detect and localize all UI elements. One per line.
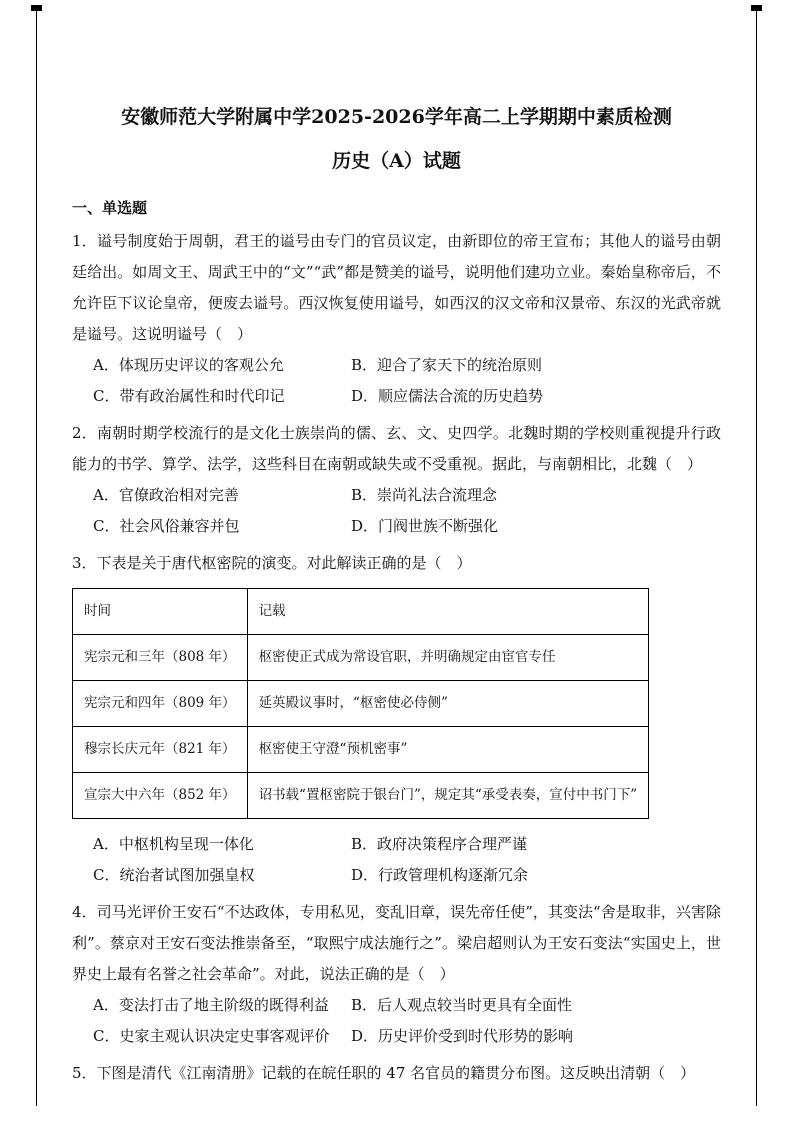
exam-title: 安徽师范大学附属中学2025-2026学年高二上学期期中素质检测 xyxy=(121,106,672,128)
option: B．迎合了家天下的统治原则 xyxy=(351,356,543,374)
option: B．后人观点较当时更具有全面性 xyxy=(351,996,573,1014)
option: A．中枢机构呈现一体化 xyxy=(93,835,254,853)
option: D．门阀世族不断强化 xyxy=(351,517,499,535)
option: C．统治者试图加强皇权 xyxy=(93,866,255,884)
option: D．历史评价受到时代形势的影响 xyxy=(351,1027,574,1045)
table-row xyxy=(73,773,649,819)
question-table xyxy=(72,588,649,819)
question-4 xyxy=(72,897,721,1052)
question-3 xyxy=(72,548,721,891)
question-5 xyxy=(72,1058,721,1089)
table-row xyxy=(73,681,649,727)
question-stem: 3．下表是关于唐代枢密院的演变。对此解读正确的是（ ） xyxy=(72,554,472,572)
exam-subtitle: 历史（A）试题 xyxy=(332,150,461,172)
option: D．顺应儒法合流的历史趋势 xyxy=(351,387,544,405)
top-left-mark xyxy=(31,5,42,11)
question-2 xyxy=(72,418,721,542)
options-grid xyxy=(72,990,721,1052)
table-cell: 枢密使王守澄“预机密事” xyxy=(247,727,649,773)
options-grid xyxy=(72,829,721,891)
table-row xyxy=(73,727,649,773)
option: A．官僚政治相对完善 xyxy=(93,486,239,504)
questions xyxy=(72,226,721,1089)
table-cell: 宪宗元和三年（808 年） xyxy=(73,635,248,681)
question-stem: 2．南朝时期学校流行的是文化士族崇尚的儒、玄、文、史四学。北魏时期的学校则重视提升行政能力的书学、算学、法学，这些科目在南朝或缺失或不受重视。据此，与南朝相比，北魏（ ） xyxy=(72,424,721,473)
options-grid xyxy=(72,480,721,542)
top-right-mark xyxy=(751,5,762,11)
table-cell: 穆宗长庆元年（821 年） xyxy=(73,727,248,773)
table-row xyxy=(73,635,649,681)
table-cell: 宣宗大中六年（852 年） xyxy=(73,773,248,819)
page-content xyxy=(72,104,721,1089)
option: B．政府决策程序合理严谨 xyxy=(351,835,528,853)
right-margin-line xyxy=(756,5,757,1106)
question-stem: 5．下图是清代《江南清册》记载的在皖任职的 47 名官员的籍贯分布图。这反映出清朝（ ） xyxy=(72,1064,696,1082)
section-heading: 一、单选题 xyxy=(72,199,148,217)
table-header-cell: 时间 xyxy=(73,589,248,635)
table-cell: 枢密使正式成为常设官职，并明确规定由宦官专任 xyxy=(247,635,649,681)
table-cell: 诏书载“置枢密院于银台门”，规定其“承受表奏，宣付中书门下” xyxy=(247,773,649,819)
option: D．行政管理机构逐渐冗余 xyxy=(351,866,529,884)
left-margin-line xyxy=(36,5,37,1106)
question-stem: 4．司马光评价王安石“不达政体，专用私见，变乱旧章，误先帝任使”，其变法“舍是取非，兴害除利”。蔡京对王安石变法推崇备至，“取熙宁成法施行之”。梁启超则认为王安石变法“实国史上，世界史上最有名誉之社会革命”。对此，说法正确的是（ ） xyxy=(72,903,721,983)
option: C．史家主观认识决定史事客观评价 xyxy=(93,1027,330,1045)
option: B．崇尚礼法合流理念 xyxy=(351,486,498,504)
question-stem: 1．谥号制度始于周朝，君王的谥号由专门的官员议定，由新即位的帝王宣布；其他人的谥号由朝廷给出。如周文王、周武王中的“文”“武”都是赞美的谥号，说明他们建功立业。秦始皇称帝后，不允许臣下议论皇帝，便废去谥号。西汉恢复使用谥号，如西汉的汉文帝和汉景帝、东汉的光武帝就是谥号。这说明谥号（ ） xyxy=(72,232,721,343)
table-cell: 宪宗元和四年（809 年） xyxy=(73,681,248,727)
table-cell: 延英殿议事时，“枢密使必侍侧” xyxy=(247,681,649,727)
question-1 xyxy=(72,226,721,412)
table-header-row xyxy=(73,589,649,635)
options-grid xyxy=(72,350,721,412)
option: C．带有政治属性和时代印记 xyxy=(93,387,285,405)
option: C．社会风俗兼容并包 xyxy=(93,517,240,535)
table-header-cell: 记载 xyxy=(247,589,649,635)
option: A．体现历史评议的客观公允 xyxy=(93,356,284,374)
option: A．变法打击了地主阶级的既得利益 xyxy=(93,996,329,1014)
